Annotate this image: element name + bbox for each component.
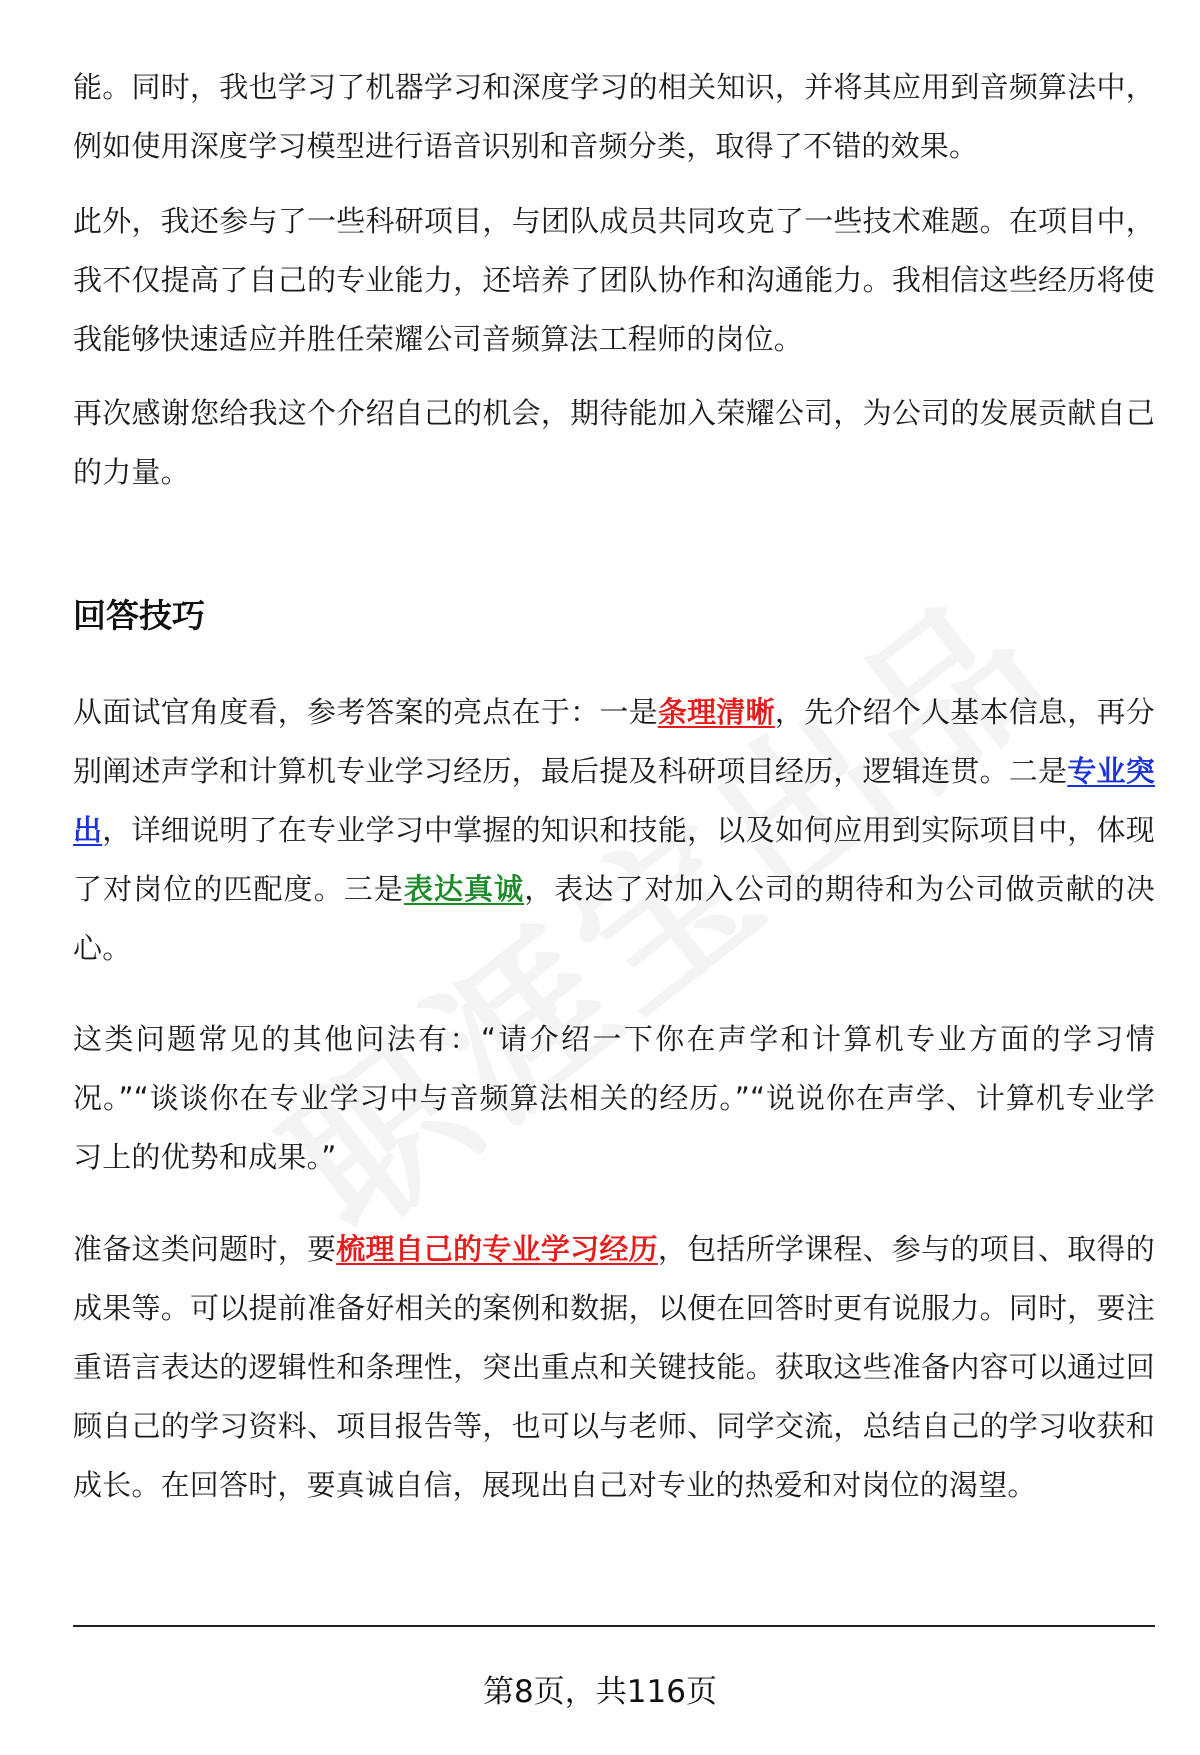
- tips-text: ，包括所学课程、参与的项目、取得的成果等。可以提前准备好相关的案例和数据，以便在回答时更有说服力。同时，要注重语言表达的逻辑性和条理性，突出重点和关键技能。获取这些准备内容可以通过回顾自己的学习资料、项目报告等，也可以与老师、同学交流，总结自己的学习收获和成长。在回答时，要真诚自信，展现出自己对专业的热爱和对岗位的渴望。: [73, 1232, 1155, 1502]
- highlight-logical: 条理清晰: [657, 695, 775, 729]
- tips-text: 准备这类问题时，要: [73, 1232, 337, 1266]
- highlight-professional: 专业突出: [73, 754, 1155, 847]
- highlight-review-experience: 梳理自己的专业学习经历: [336, 1232, 658, 1266]
- tips-paragraph-1: [73, 683, 1155, 978]
- section-heading: 回答技巧: [73, 596, 205, 635]
- tips-text: ，表达了对加入公司的期待和为公司做贡献的决心。: [73, 872, 1155, 965]
- footer-divider: [73, 1625, 1155, 1627]
- highlight-sincere: 表达真诚: [403, 872, 525, 906]
- page-number: 第8页，共116页: [483, 1674, 717, 1710]
- paragraph-1: 能。同时，我也学习了机器学习和深度学习的相关知识，并将其应用到音频算法中，例如使用深度学习模型进行语音识别和音频分类，取得了不错的效果。: [73, 70, 1155, 163]
- tips-paragraph-3: [73, 1220, 1155, 1515]
- tips-text: ，详细说明了在专业学习中掌握的知识和技能，以及如何应用到实际项目中，体现了对岗位的匹配度。三是: [73, 813, 1156, 906]
- paragraph-3: 再次感谢您给我这个介绍自己的机会，期待能加入荣耀公司，为公司的发展贡献自己的力量。: [73, 396, 1155, 489]
- tips-text: 从面试官角度看，参考答案的亮点在于：一是: [73, 695, 658, 729]
- paragraph-2: 此外，我还参与了一些科研项目，与团队成员共同攻克了一些技术难题。在项目中，我不仅提高了自己的专业能力，还培养了团队协作和沟通能力。我相信这些经历将使我能够快速适应并胜任荣耀公司音频算法工程师的岗位。: [73, 204, 1155, 356]
- tips-text: ，先介绍个人基本信息，再分别阐述声学和计算机专业学习经历，最后提及科研项目经历，逻辑连贯。二是: [73, 695, 1155, 788]
- tips-paragraph-2: 这类问题常见的其他问法有：“请介绍一下你在声学和计算机专业方面的学习情况。”“谈谈你在专业学习中与音频算法相关的经历。”“说说你在声学、计算机专业学习上的优势和成果。”: [73, 1022, 1155, 1174]
